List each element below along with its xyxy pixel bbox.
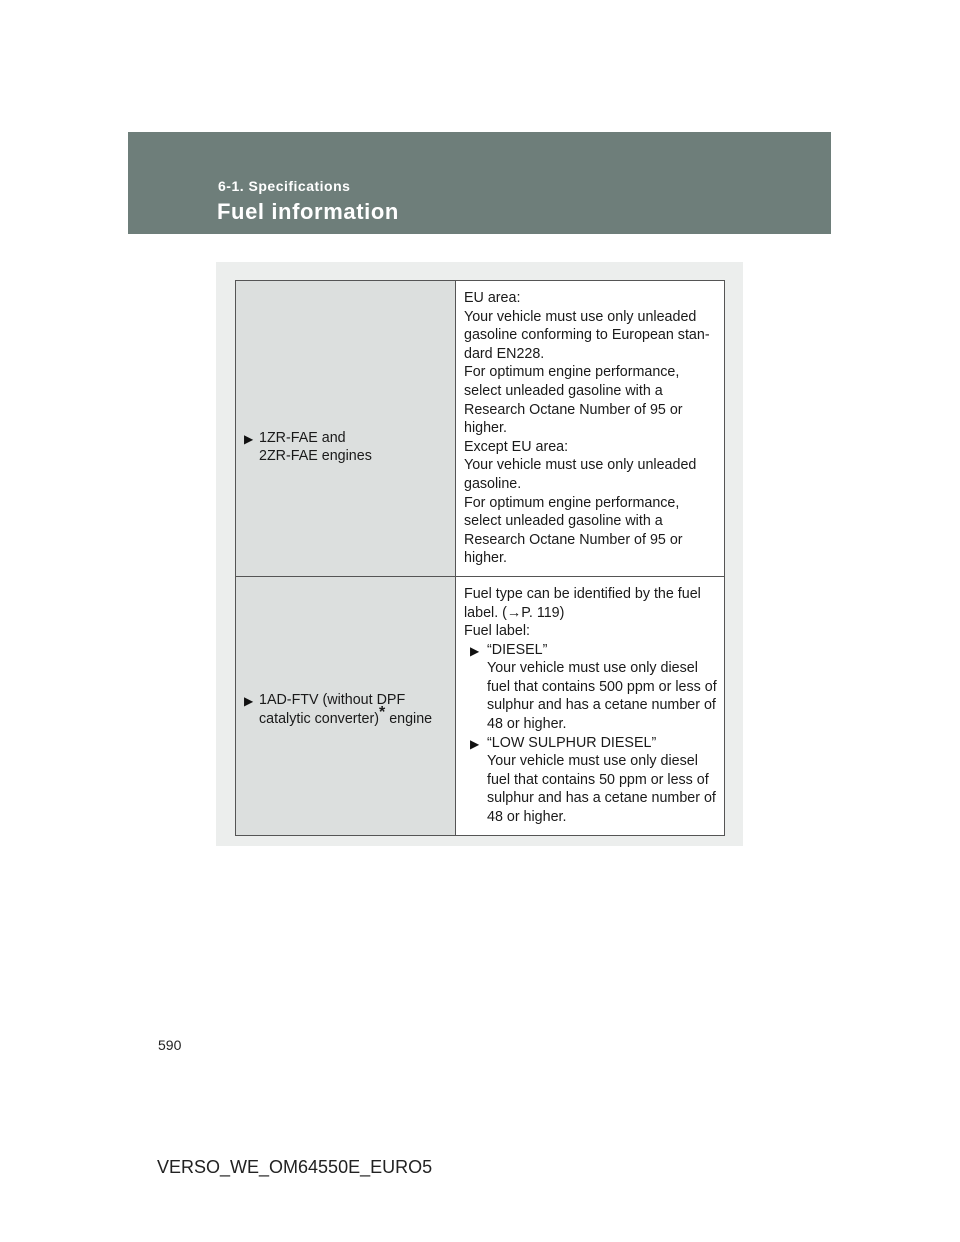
desc-line: Fuel type can be identified by the fuel [464,585,701,602]
desc-line: Fuel label: [464,623,530,640]
fuel-label-name: “DIESEL” [487,641,548,658]
fuel-label-item [464,641,718,734]
desc-line: EU area: [464,290,521,306]
engine-cell [236,576,456,835]
desc-line: gasoline conforming to European stan- [464,327,710,344]
description-cell [456,281,725,577]
triangle-bullet-icon: ▶ [244,694,254,709]
desc-line: For optimum engine performance, [464,364,680,381]
engine-label: 2ZR-FAE engines [259,448,372,465]
engine-label: 1AD-FTV (without DPF [259,692,406,709]
desc-line: select unleaded gasoline with a [464,513,663,530]
desc-line: For optimum engine performance, [464,494,680,511]
desc-line: 48 or higher. [487,716,567,733]
fuel-label-name: “LOW SULPHUR DIESEL” [487,734,657,751]
desc-line: Research Octane Number of 95 or [464,401,683,418]
page-number: 590 [158,1037,182,1053]
desc-line: dard EN228. [464,345,545,362]
desc-line: sulphur and has a cetane number of [487,790,716,807]
engine-label: catalytic converter) [259,710,379,727]
desc-line: 48 or higher. [487,809,567,826]
desc-line: higher. [464,420,507,437]
desc-line: label. (→P. 119) [464,604,565,621]
fuel-label-item [464,734,718,827]
desc-line: higher. [464,550,507,567]
table-row [236,576,725,835]
triangle-bullet-icon: ▶ [470,643,480,658]
desc-line: Your vehicle must use only unleaded [464,457,697,474]
description-cell [456,576,725,835]
desc-line: Except EU area: [464,438,569,455]
desc-line: Your vehicle must use only unleaded [464,308,697,325]
triangle-bullet-icon: ▶ [470,736,480,751]
fuel-table [235,280,725,836]
engine-label-suffix: engine [385,710,433,727]
footnote-asterisk: * [378,703,386,721]
engine-label: 1ZR-FAE and [259,429,346,446]
document-code: VERSO_WE_OM64550E_EURO5 [157,1157,433,1177]
page-title: Fuel information [217,199,399,224]
desc-line: Research Octane Number of 95 or [464,531,683,548]
desc-line: gasoline. [464,475,522,492]
desc-line: fuel that contains 50 ppm or less of [487,771,709,788]
desc-line: sulphur and has a cetane number of [487,697,716,714]
triangle-bullet-icon: ▶ [244,431,254,446]
desc-line: fuel that contains 500 ppm or less of [487,678,717,695]
desc-line: Your vehicle must use only diesel [487,660,698,677]
desc-line: Your vehicle must use only diesel [487,753,698,770]
table-row [236,281,725,577]
desc-line: select unleaded gasoline with a [464,382,663,399]
engine-cell [236,281,456,577]
section-label: 6-1. Specifications [218,178,351,194]
